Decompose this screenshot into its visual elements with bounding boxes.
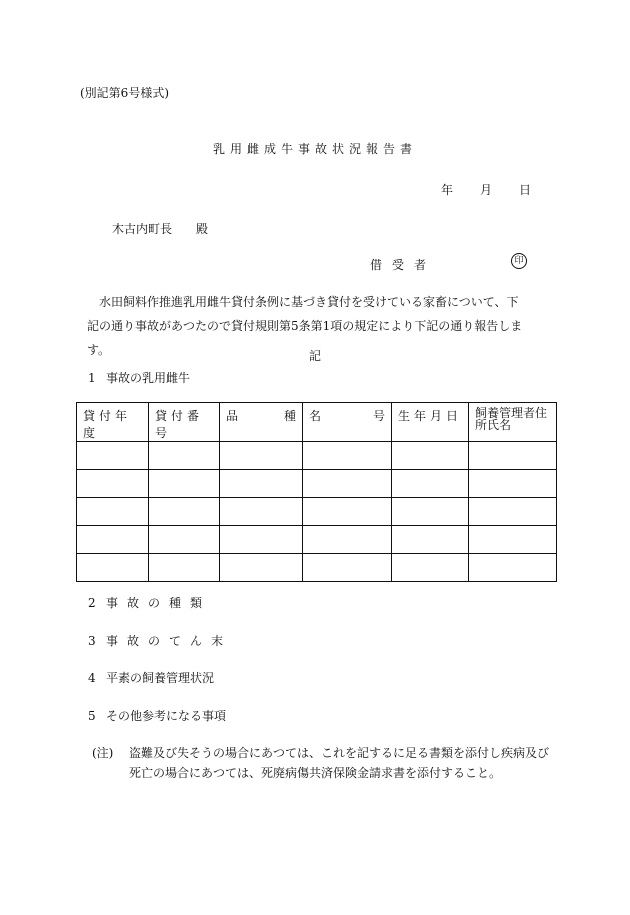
table-row: [77, 470, 557, 498]
date-line: [441, 181, 531, 198]
cattle-table: [76, 402, 557, 582]
header-breed: 品 種: [220, 403, 303, 442]
table-cell[interactable]: [303, 554, 392, 582]
table-cell[interactable]: [469, 498, 557, 526]
table-cell[interactable]: [77, 554, 149, 582]
section-1: [88, 369, 190, 386]
note-text: 盗難及び失そうの場合にあつては、これを記するに足る書類を添付し疾病及び死亡の場合にあつては、死廃病傷共済保険金請求書を添付すること。: [129, 746, 550, 780]
table-row: [77, 554, 557, 582]
table-cell[interactable]: [469, 526, 557, 554]
table-cell[interactable]: [149, 442, 220, 470]
section-4: [88, 669, 214, 686]
date-month-label: 月: [479, 183, 492, 197]
table-cell[interactable]: [392, 470, 469, 498]
table-cell[interactable]: [303, 526, 392, 554]
table-cell[interactable]: [392, 442, 469, 470]
header-loan-number: 貸付番号: [149, 403, 220, 442]
table-cell[interactable]: [303, 470, 392, 498]
date-day-label: 日: [518, 183, 531, 197]
addressee: [112, 220, 208, 237]
section-number: 4: [88, 671, 96, 685]
table-cell[interactable]: [149, 554, 220, 582]
table-cell[interactable]: [392, 554, 469, 582]
section-number: 3: [88, 634, 96, 648]
note-label: (注): [92, 746, 114, 760]
table-cell[interactable]: [392, 498, 469, 526]
table-row: [77, 442, 557, 470]
table-cell[interactable]: [77, 498, 149, 526]
table-cell[interactable]: [77, 470, 149, 498]
header-name: 名 号: [303, 403, 392, 442]
section-number: 2: [88, 596, 96, 610]
table-cell[interactable]: [220, 498, 303, 526]
header-birthdate: 生年月日: [392, 403, 469, 442]
note-block: [92, 743, 552, 783]
header-loan-year: 貸付年度: [77, 403, 149, 442]
body-paragraph: 水田飼料作推進乳用雌牛貸付条例に基づき貸付を受けている家畜について、下記の通り事故があつたので貸付規則第5条第1項の規定により下記の通り報告します。: [87, 295, 523, 357]
addressee-honorific: 殿: [196, 222, 209, 236]
table-row: [77, 526, 557, 554]
table-cell[interactable]: [469, 554, 557, 582]
table-cell[interactable]: [220, 470, 303, 498]
table-cell[interactable]: [77, 442, 149, 470]
date-year-label: 年: [441, 183, 454, 197]
addressee-name: 木古内町長: [112, 222, 173, 236]
table-cell[interactable]: [303, 442, 392, 470]
table-cell[interactable]: [469, 470, 557, 498]
ki-heading: 記: [308, 349, 321, 363]
table-header-row: [77, 403, 557, 442]
section-title: 事故の乳用雌牛: [106, 371, 191, 385]
table-cell[interactable]: [149, 526, 220, 554]
seal-mark: 印: [511, 253, 527, 269]
table-cell[interactable]: [149, 498, 220, 526]
table-cell[interactable]: [220, 442, 303, 470]
table-cell[interactable]: [149, 470, 220, 498]
table-cell[interactable]: [220, 526, 303, 554]
section-title: その他参考になる事項: [106, 709, 227, 723]
section-number: 5: [88, 709, 96, 723]
section-title: 事故のてん末: [106, 634, 233, 648]
borrower-label: 借受者: [370, 258, 437, 272]
table-cell[interactable]: [303, 498, 392, 526]
section-number: 1: [88, 371, 96, 385]
section-5: [88, 707, 226, 724]
header-keeper: 飼養管理者住所氏名: [469, 403, 557, 442]
form-number-label: (別記第6号様式): [80, 86, 169, 100]
section-2: [88, 594, 211, 611]
table-cell[interactable]: [469, 442, 557, 470]
section-3: [88, 632, 232, 649]
table-cell[interactable]: [220, 554, 303, 582]
section-title: 事故の種類: [106, 596, 212, 610]
table-row: [77, 498, 557, 526]
table-cell[interactable]: [77, 526, 149, 554]
table-cell[interactable]: [392, 526, 469, 554]
document-title: 乳用雌成牛事故状況報告書: [212, 142, 417, 156]
section-title: 平素の飼養管理状況: [106, 671, 215, 685]
